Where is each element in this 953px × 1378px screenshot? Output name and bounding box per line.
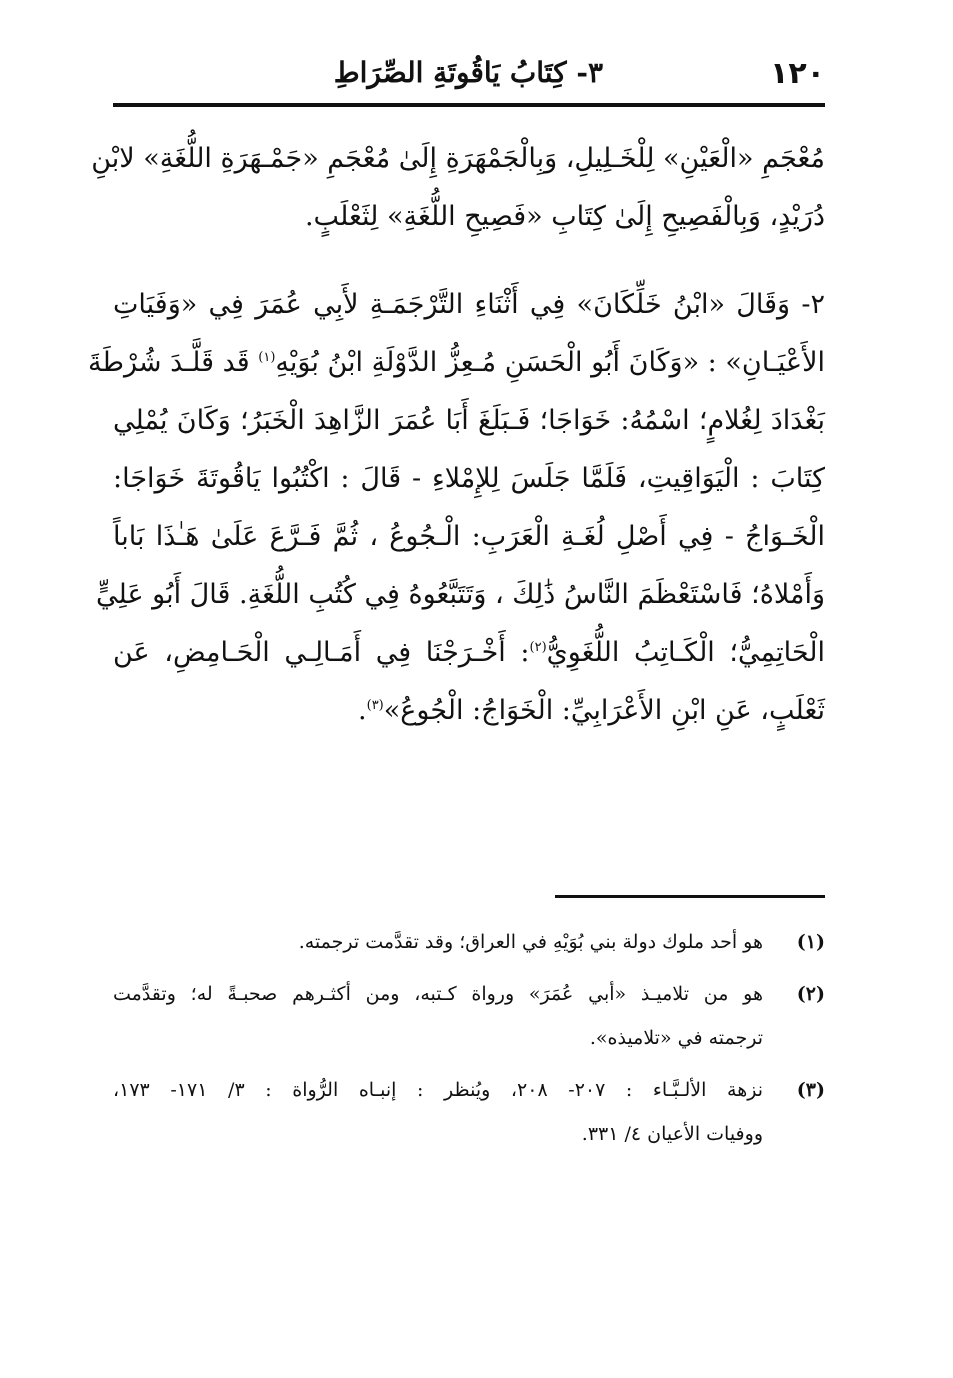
footnote-ref-2: (٢) — [529, 640, 547, 655]
footnote-number: (١) — [796, 931, 825, 953]
line-segment: : أَخْـرَجْنَا فِي أَمَـالِـي الْحَـامِضِ، عَن — [113, 637, 530, 668]
footnote-2 — [113, 972, 825, 1060]
footnote-number: (٣) — [796, 1079, 825, 1101]
footnote-ref-1: (١) — [258, 350, 276, 365]
header-rule — [113, 103, 825, 107]
text-line: كِتَابَ : الْيَوَاقِيتِ، فَلَمَّا جَلَسَ لِلإِمْلاءِ - قَالَ : اكْتُبُوا يَاقُوتَةَ خَوَاجَا: — [113, 463, 825, 494]
line-segment: . — [358, 695, 367, 726]
text-line: وَأَمْلاهُ؛ فَاسْتَعْظَمَ النَّاسُ ذَٰلِكَ ، وَتَتَبَّعُوهُ فِي كُتُبِ اللُّغَةِ. قَالَ أَبُو عَلِيٍّ — [96, 579, 825, 610]
text-line: ٢- وَقَالَ «ابْنُ خَلِّكَانَ» فِي أَثْنَاءِ التَّرْجَمَـةِ لأَبِي عُمَرَ فِي «وَفَيَاتِ — [113, 289, 825, 320]
footnote-text: ووفيات الأعيان ٤/ ٣٣١. — [581, 1123, 763, 1145]
text-line: مُعْجَمِ «الْعَيْنِ» لِلْخَـلِيلِ، وَبِالْجَمْهَرَةِ إِلَىٰ مُعْجَمِ «جَمْـهَرَةِ اللُّغَةِ» لابْنِ — [91, 143, 825, 174]
page-number: ١٢٠ — [770, 56, 825, 91]
text-line: بَغْدَادَ لِغُلامٍ؛ اسْمُهُ: خَوَاجَا؛ فَـبَلَغَ أَبَا عُمَرَ الزَّاهِدَ الْخَبَرُ؛ وَكَانَ يُمْلِي — [113, 405, 825, 436]
footnote-separator — [555, 895, 825, 898]
footnote-number: (٢) — [796, 983, 825, 1005]
line-segment: ثَعْلَبٍ، عَنِ ابْنِ الأَعْرَابِيِّ: الْخَوَاجُ: الْجُوعُ» — [383, 695, 825, 726]
footnote-text: هو من تلاميـذ «أبي عُمَرَ» ورواة كـتبه، ومن أكثـرهم صحبـةً له؛ وتقدَّمت — [113, 983, 763, 1005]
text-line: الْخَـوَاجُ - فِي أَصْلِ لُغَـةِ الْعَرَبِ: الْـجُوعُ ، ثُمَّ فَـرَّعَ عَلَىٰ هَـٰذَا بَاباً — [113, 521, 825, 552]
line-segment: الْحَاتِمِيُّ؛ الْكَـاتِبُ اللُّغَوِيُّ — [546, 637, 825, 668]
running-title: ٣- كِتَابُ يَاقُوتَةِ الصِّرَاطِ — [333, 56, 603, 89]
text-line: دُرَيْدٍ، وَبِالْفَصِيحِ إِلَىٰ كِتَابِ «فَصِيحِ اللُّغَةِ» لِثَعْلَبٍ. — [304, 201, 825, 232]
main-text — [88, 130, 825, 740]
text-line — [113, 624, 825, 682]
footnote-1 — [113, 920, 825, 964]
footnote-text: ترجمته في «تلاميذه». — [589, 1027, 763, 1049]
paragraph-gap — [113, 246, 825, 276]
footnotes — [113, 920, 825, 1164]
footnote-text: هو أحد ملوك دولة بني بُوَيْهِ في العراق؛ وقد تقدَّمت ترجمته. — [298, 931, 763, 953]
footnote-ref-3: (٣) — [366, 698, 384, 713]
paragraph-2 — [88, 276, 825, 740]
footnote-text: نزهة الألـبَّـاء : ٢٠٧- ٢٠٨، ويُنظر : إنبـاه الرُّواة : ٣/ ١٧١- ١٧٣، — [113, 1079, 764, 1101]
text-line — [113, 682, 825, 740]
text-line — [88, 334, 825, 392]
paragraph-1 — [91, 130, 825, 246]
footnote-3 — [113, 1068, 825, 1156]
line-segment: الأَعْيَـانِ» : «وَكَانَ أَبُو الْحَسَنِ مُـعِزُّ الدَّوْلَةِ ابْنُ بُوَيْهِ — [275, 347, 825, 378]
page-header — [113, 52, 825, 100]
line-segment: قَد قَلَّـدَ شُرْطَةَ — [88, 347, 250, 378]
